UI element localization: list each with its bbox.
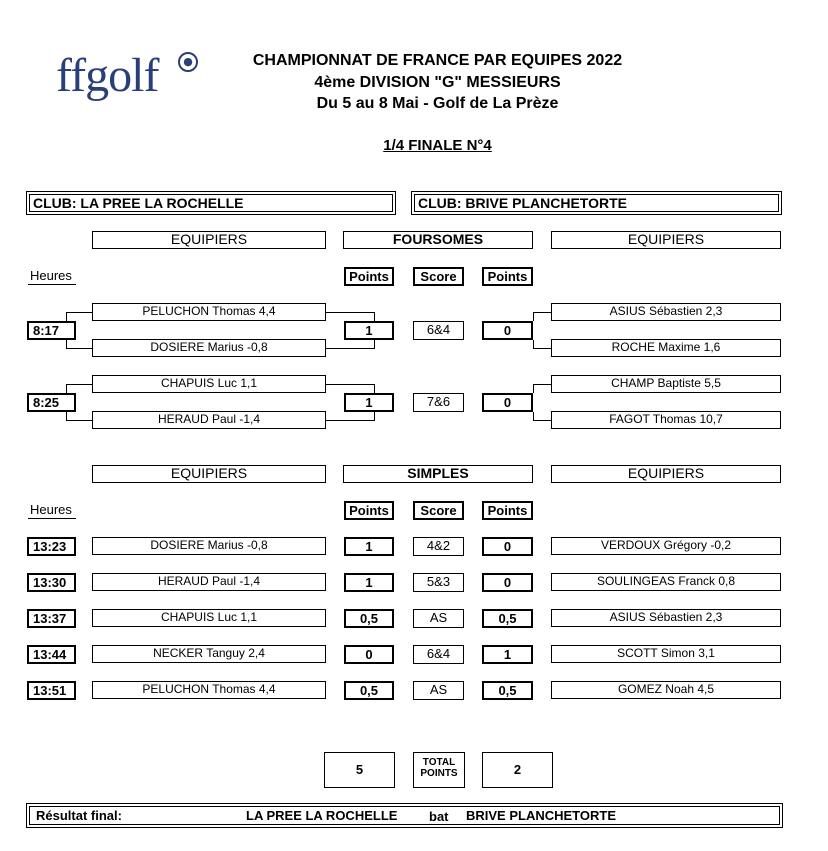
foursome-1-score: 6&4 — [413, 321, 464, 340]
result-label: Résultat final: — [36, 808, 122, 823]
simples-header: SIMPLES — [343, 465, 533, 483]
simple-5-right-player: GOMEZ Noah 4,5 — [551, 681, 781, 699]
simples-points-header-left: Points — [344, 501, 394, 520]
simples-heures-label: Heures — [28, 502, 76, 519]
simple-2-left-points: 1 — [344, 573, 394, 592]
simple-4-left-points: 0 — [344, 645, 394, 664]
foursome-2-right-player-1: CHAMP Baptiste 5,5 — [551, 375, 781, 393]
total-label-line-1: TOTAL — [422, 757, 456, 768]
simples-equipiers-right-header: EQUIPIERS — [551, 465, 781, 483]
equipiers-left-header: EQUIPIERS — [92, 231, 326, 249]
simple-1-right-player: VERDOUX Grégory -0,2 — [551, 537, 781, 555]
simple-4-time: 13:44 — [27, 645, 76, 664]
foursome-2-time: 8:25 — [27, 393, 76, 412]
simple-5-left-player: PELUCHON Thomas 4,4 — [92, 681, 326, 699]
title-line-2: 4ème DIVISION "G" MESSIEURS — [314, 74, 561, 91]
club-left: CLUB: LA PREE LA ROCHELLE — [29, 194, 393, 212]
simple-5-left-points: 0,5 — [344, 681, 394, 700]
foursomes-header: FOURSOMES — [343, 231, 533, 249]
foursome-1-left-points: 1 — [344, 321, 394, 340]
simple-5-time: 13:51 — [27, 681, 76, 700]
total-label-line-2: POINTS — [420, 768, 458, 779]
simple-2-score: 5&3 — [413, 573, 464, 592]
simple-3-score: AS — [413, 609, 464, 628]
result-loser: BRIVE PLANCHETORTE — [466, 808, 616, 823]
simple-4-left-player: NECKER Tanguy 2,4 — [92, 645, 326, 663]
points-header-left: Points — [344, 267, 394, 286]
foursome-1-right-points: 0 — [482, 321, 533, 340]
ffgolf-logo: ffgolf — [56, 49, 159, 102]
result-bar — [29, 806, 780, 825]
foursome-1-right-player-2: ROCHE Maxime 1,6 — [551, 339, 781, 357]
title-line-1: CHAMPIONNAT DE FRANCE PAR EQUIPES 2022 — [252, 52, 623, 69]
foursome-2-right-points: 0 — [482, 393, 533, 412]
points-header-right: Points — [482, 267, 533, 286]
page-subtitle: 1/4 FINALE N°4 — [383, 137, 492, 154]
foursome-2-score: 7&6 — [413, 393, 464, 412]
simple-5-right-points: 0,5 — [482, 681, 533, 700]
simple-2-left-player: HERAUD Paul -1,4 — [92, 573, 326, 591]
foursome-2-left-player-2: HERAUD Paul -1,4 — [92, 411, 326, 429]
result-winner: LA PREE LA ROCHELLE — [246, 808, 398, 823]
simple-5-score: AS — [413, 681, 464, 700]
total-right: 2 — [482, 752, 553, 788]
foursome-1-time: 8:17 — [27, 321, 76, 340]
foursome-1-left-player-1: PELUCHON Thomas 4,4 — [92, 303, 326, 321]
total-left: 5 — [324, 752, 395, 788]
total-points-label — [413, 752, 465, 788]
simple-4-right-points: 1 — [482, 645, 533, 664]
simple-1-right-points: 0 — [482, 537, 533, 556]
simple-3-time: 13:37 — [27, 609, 76, 628]
simple-2-right-player: SOULINGEAS Franck 0,8 — [551, 573, 781, 591]
foursome-2-left-points: 1 — [344, 393, 394, 412]
score-header: Score — [413, 267, 464, 286]
simple-3-left-player: CHAPUIS Luc 1,1 — [92, 609, 326, 627]
title-line-3: Du 5 au 8 Mai - Golf de La Prèze — [316, 95, 559, 112]
simple-3-left-points: 0,5 — [344, 609, 394, 628]
foursome-2-left-player-1: CHAPUIS Luc 1,1 — [92, 375, 326, 393]
simple-4-score: 6&4 — [413, 645, 464, 664]
simple-4-right-player: SCOTT Simon 3,1 — [551, 645, 781, 663]
simple-1-left-points: 1 — [344, 537, 394, 556]
simples-equipiers-left-header: EQUIPIERS — [92, 465, 326, 483]
equipiers-right-header: EQUIPIERS — [551, 231, 781, 249]
simple-1-time: 13:23 — [27, 537, 76, 556]
simple-2-right-points: 0 — [482, 573, 533, 592]
club-right: CLUB: BRIVE PLANCHETORTE — [414, 194, 779, 212]
simple-1-score: 4&2 — [413, 537, 464, 556]
foursome-1-right-player-1: ASIUS Sébastien 2,3 — [551, 303, 781, 321]
foursome-2-right-player-2: FAGOT Thomas 10,7 — [551, 411, 781, 429]
foursome-1-left-player-2: DOSIERE Marius -0,8 — [92, 339, 326, 357]
simple-3-right-points: 0,5 — [482, 609, 533, 628]
simple-2-time: 13:30 — [27, 573, 76, 592]
rooster-icon: ● — [178, 52, 198, 72]
heures-label: Heures — [28, 268, 76, 285]
simples-score-header: Score — [413, 501, 464, 520]
simple-1-left-player: DOSIERE Marius -0,8 — [92, 537, 326, 555]
simples-points-header-right: Points — [482, 501, 533, 520]
result-verb: bat — [429, 809, 449, 824]
simple-3-right-player: ASIUS Sébastien 2,3 — [551, 609, 781, 627]
